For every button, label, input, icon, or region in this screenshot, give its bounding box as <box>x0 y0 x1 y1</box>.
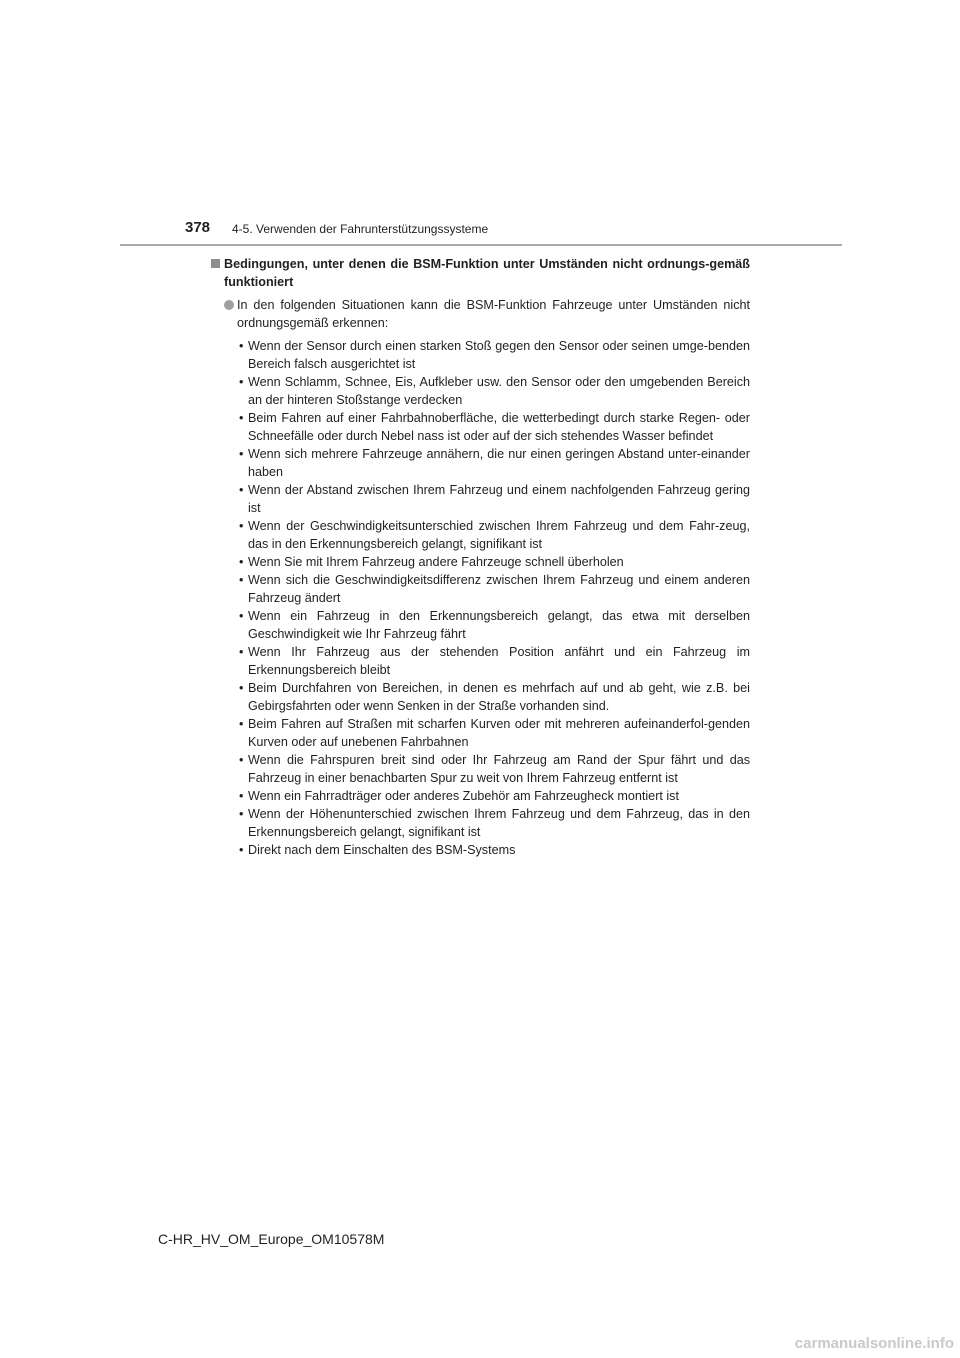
bullet-dot-icon: • <box>239 573 244 587</box>
list-item-text: Wenn der Abstand zwischen Ihrem Fahrzeug und einem nachfolgenden Fahrzeug gering ist <box>248 483 750 515</box>
intro-text: In den folgenden Situationen kann die BSM-Funktion Fahrzeuge unter Umständen nicht ordnungsgemäß erkennen: <box>237 298 750 330</box>
circle-bullet-icon <box>224 300 234 310</box>
header-divider <box>120 244 842 246</box>
list-item <box>210 643 750 679</box>
list-item-text: Wenn ein Fahrzeug in den Erkennungsbereich gelangt, das etwa mit derselben Geschwindigkeit wie Ihr Fahrzeug fährt <box>248 609 750 641</box>
list-item-text: Beim Fahren auf einer Fahrbahnoberfläche, die wetterbedingt durch starke Regen- oder Schneefälle oder durch Nebel nass ist oder auf der sich stehendes Wasser befindet <box>248 411 750 443</box>
bullet-dot-icon: • <box>239 339 244 353</box>
list-item <box>210 445 750 481</box>
list-item-text: Direkt nach dem Einschalten des BSM-Systems <box>248 843 516 857</box>
list-item <box>210 715 750 751</box>
list-item <box>210 517 750 553</box>
list-item-text: Wenn ein Fahrradträger oder anderes Zubehör am Fahrzeugheck montiert ist <box>248 789 679 803</box>
condition-list <box>210 337 750 859</box>
bullet-dot-icon: • <box>239 447 244 461</box>
list-item <box>210 787 750 805</box>
list-item-text: Wenn sich die Geschwindigkeitsdifferenz zwischen Ihrem Fahrzeug und einem anderen Fahrzeug ändert <box>248 573 750 605</box>
list-item <box>210 571 750 607</box>
bullet-dot-icon: • <box>239 375 244 389</box>
bullet-dot-icon: • <box>239 519 244 533</box>
list-item-text: Wenn die Fahrspuren breit sind oder Ihr Fahrzeug am Rand der Spur fährt und das Fahrzeug in einer benachbarten Spur zu weit von Ihrem Fahrzeug entfernt ist <box>248 753 750 785</box>
section-heading <box>210 255 750 291</box>
square-bullet-icon <box>211 259 220 268</box>
list-item <box>210 337 750 373</box>
list-item <box>210 373 750 409</box>
bullet-dot-icon: • <box>239 645 244 659</box>
list-item <box>210 409 750 445</box>
footer-doc-id: C-HR_HV_OM_Europe_OM10578M <box>158 1231 385 1247</box>
chapter-title: 4-5. Verwenden der Fahrunterstützungssysteme <box>232 222 489 236</box>
list-item-text: Wenn der Höhenunterschied zwischen Ihrem Fahrzeug und dem Fahrzeug, das in den Erkennungsbereich gelangt, signifikant ist <box>248 807 750 839</box>
bullet-dot-icon: • <box>239 681 244 695</box>
list-item-text: Wenn der Geschwindigkeitsunterschied zwischen Ihrem Fahrzeug und dem Fahr-zeug, das in den Erkennungsbereich gelangt, signifikant ist <box>248 519 750 551</box>
intro-paragraph <box>210 296 750 332</box>
bullet-dot-icon: • <box>239 843 244 857</box>
list-item <box>210 679 750 715</box>
list-item-text: Wenn Ihr Fahrzeug aus der stehenden Position anfährt und ein Fahrzeug im Erkennungsbereich bleibt <box>248 645 750 677</box>
watermark-link[interactable]: carmanualsonline.info <box>794 1335 954 1352</box>
list-item-text: Wenn sich mehrere Fahrzeuge annähern, die nur einen geringen Abstand unter-einander haben <box>248 447 750 479</box>
list-item <box>210 553 750 571</box>
list-item <box>210 481 750 517</box>
bullet-dot-icon: • <box>239 807 244 821</box>
list-item <box>210 805 750 841</box>
list-item-text: Wenn Schlamm, Schnee, Eis, Aufkleber usw. den Sensor oder den umgebenden Bereich an der hinteren Stoßstange verdecken <box>248 375 750 407</box>
bullet-dot-icon: • <box>239 609 244 623</box>
bullet-dot-icon: • <box>239 789 244 803</box>
section-content <box>210 255 750 859</box>
list-item <box>210 841 750 859</box>
list-item-text: Wenn der Sensor durch einen starken Stoß gegen den Sensor oder seinen umge-benden Bereich falsch ausgerichtet ist <box>248 339 750 371</box>
list-item-text: Beim Durchfahren von Bereichen, in denen es mehrfach auf und ab geht, wie z.B. bei Gebirgsfahrten oder wenn Senken in der Straße vorhanden sind. <box>248 681 750 713</box>
bullet-dot-icon: • <box>239 555 244 569</box>
list-item-text: Wenn Sie mit Ihrem Fahrzeug andere Fahrzeuge schnell überholen <box>248 555 624 569</box>
section-heading-text: Bedingungen, unter denen die BSM-Funktion unter Umständen nicht ordnungs-gemäß funktioniert <box>224 257 750 289</box>
bullet-dot-icon: • <box>239 411 244 425</box>
bullet-dot-icon: • <box>239 717 244 731</box>
bullet-dot-icon: • <box>239 753 244 767</box>
bullet-dot-icon: • <box>239 483 244 497</box>
list-item <box>210 751 750 787</box>
list-item-text: Beim Fahren auf Straßen mit scharfen Kurven oder mit mehreren aufeinanderfol-genden Kurven oder auf unebenen Fahrbahnen <box>248 717 750 749</box>
list-item <box>210 607 750 643</box>
page-number: 378 <box>185 219 211 236</box>
